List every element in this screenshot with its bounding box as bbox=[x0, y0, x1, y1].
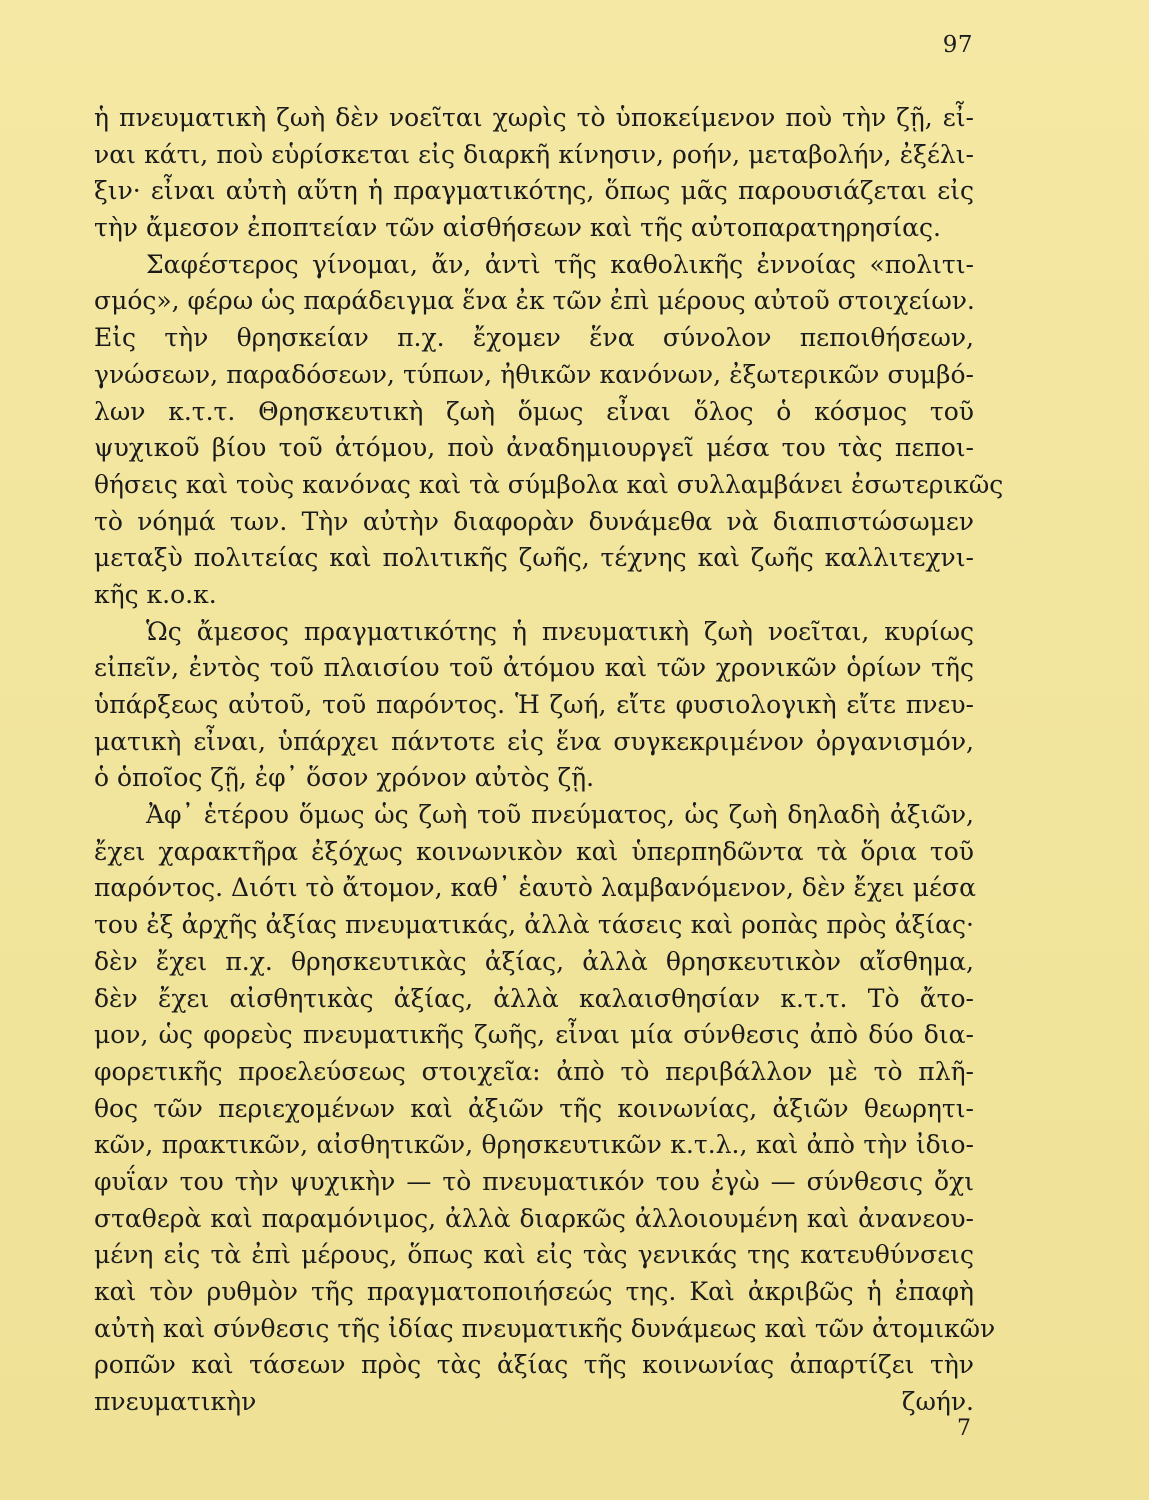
text-line: σμός», φέρω ὡς παράδειγμα ἕνα ἐκ τῶν ἐπὶ μέρους αὐτοῦ στοιχείων. bbox=[94, 286, 975, 316]
text-line: λων κ.τ.τ. Θρησκευτικὴ ζωὴ ὅμως εἶναι ὅλος ὁ κόσμος τοῦ bbox=[94, 396, 974, 426]
text-line: ὁ ὁποῖος ζῇ, ἐφ᾽ ὅσον χρόνον αὐτὸς ζῇ. bbox=[94, 763, 595, 793]
text-line: ὑπάρξεως αὐτοῦ, τοῦ παρόντος. Ἡ ζωή, εἴτε φυσιολογικὴ εἴτε πνευ- bbox=[94, 690, 974, 719]
text-line: ροπῶν καὶ τάσεων πρὸς τὰς ἀξίας τῆς κοινωνίας ἀπαρτίζει τὴν bbox=[94, 1350, 974, 1380]
text-line: τὸ νόημά των. Τὴν αὐτὴν διαφορὰν δυνάμεθα νὰ διαπιστώσωμεν bbox=[94, 506, 974, 536]
text-line: μένη εἰς τὰ ἐπὶ μέρους, ὅπως καὶ εἰς τὰς γενικάς της κατευθύνσεις bbox=[94, 1240, 974, 1270]
body-text bbox=[94, 100, 1004, 1457]
text-line bbox=[94, 1421, 974, 1458]
page-number-bottom: 7 bbox=[957, 1416, 971, 1441]
paragraph-start-line: Ἀφ᾽ ἑτέρου ὅμως ὡς ζωὴ τοῦ πνεύματος, ὡς ζωὴ δηλαδὴ ἀξιῶν, bbox=[146, 800, 974, 830]
text-line: του ἐξ ἀρχῆς ἀξίας πνευματικάς, ἀλλὰ τάσεις καὶ ροπὰς πρὸς ἀξίας· bbox=[94, 910, 974, 940]
text-line: θήσεις καὶ τοὺς κανόνας καὶ τὰ σύμβολα καὶ συλλαμβάνει ἐσωτερικῶς bbox=[94, 469, 1004, 499]
text-line: ψυχικοῦ βίου τοῦ ἀτόμου, ποὺ ἀναδημιουργεῖ μέσα του τὰς πεποι- bbox=[94, 433, 974, 463]
text-line: παρόντος. Διότι τὸ ἄτομον, καθ᾽ ἑαυτὸ λαμβανόμενον, δὲν ἔχει μέσα bbox=[94, 873, 976, 903]
text-line: ἡ πνευματικὴ ζωὴ δὲν νοεῖται χωρὶς τὸ ὑποκείμενον ποὺ τὴν ζῇ, εἶ- bbox=[94, 103, 974, 132]
text-line: γνώσεων, παραδόσεων, τύπων, ἠθικῶν κανόνων, ἐξωτερικῶν συμβό- bbox=[94, 359, 974, 389]
text-line: καὶ τὸν ρυθμὸν τῆς πραγματοποιήσεώς της. Καὶ ἀκριβῶς ἡ ἐπαφὴ bbox=[94, 1277, 974, 1306]
text-line: δὲν ἔχει π.χ. θρησκευτικὰς ἀξίας, ἀλλὰ θρησκευτικὸν αἴσθημα, bbox=[94, 946, 974, 976]
text-line: δὲν ἔχει αἰσθητικὰς ἀξίας, ἀλλὰ καλαισθησίαν κ.τ.τ. Τὸ ἄτο- bbox=[94, 983, 974, 1013]
text-line: σταθερὰ καὶ παραμόνιμος, ἀλλὰ διαρκῶς ἀλλοιουμένη καὶ ἀνανεου- bbox=[94, 1203, 974, 1233]
text-line: ξιν· εἶναι αὐτὴ αὕτη ἡ πραγματικότης, ὅπως μᾶς παρουσιάζεται εἰς bbox=[94, 176, 974, 206]
text-line: φυΐαν του τὴν ψυχικὴν — τὸ πνευματικόν του ἐγὼ — σύνθεσις ὄχι bbox=[94, 1166, 974, 1196]
text-line: θος τῶν περιεχομένων καὶ ἀξιῶν τῆς κοινωνίας, ἀξιῶν θεωρητι- bbox=[94, 1093, 974, 1123]
text-line: ἔχει χαρακτῆρα ἐξόχως κοινωνικὸν καὶ ὑπερπηδῶντα τὰ ὅρια τοῦ bbox=[94, 836, 974, 866]
text-line: ναι κάτι, ποὺ εὑρίσκεται εἰς διαρκῆ κίνησιν, ροήν, μεταβολήν, ἐξέλι- bbox=[94, 139, 974, 169]
text-line: αὐτὴ καὶ σύνθεσις τῆς ἰδίας πνευματικῆς δυνάμεως καὶ τῶν ἀτομικῶν bbox=[94, 1313, 996, 1343]
text-line: ματικὴ εἶναι, ὑπάρχει πάντοτε εἰς ἕνα συγκεκριμένον ὀργανισμόν, bbox=[94, 726, 974, 756]
text-line: κῶν, πρακτικῶν, αἰσθητικῶν, θρησκευτικῶν κ.τ.λ., καὶ ἀπὸ τὴν ἰδιο- bbox=[94, 1130, 974, 1160]
text-line: πνευματικὴν ζωήν. bbox=[94, 1387, 974, 1417]
text-line: μον, ὡς φορεὺς πνευματικῆς ζωῆς, εἶναι μία σύνθεσις ἀπὸ δύο δια- bbox=[94, 1020, 974, 1050]
text-line: τὴν ἄμεσον ἐποπτείαν τῶν αἰσθήσεων καὶ τῆς αὐτοπαρατηρησίας. bbox=[94, 213, 941, 243]
text-line: εἰπεῖν, ἐντὸς τοῦ πλαισίου τοῦ ἀτόμου καὶ τῶν χρονικῶν ὁρίων τῆς bbox=[94, 653, 974, 683]
text-line: μεταξὺ πολιτείας καὶ πολιτικῆς ζωῆς, τέχνης καὶ ζωῆς καλλιτεχνι- bbox=[94, 543, 974, 573]
paragraph-start-line: Ὡς ἄμεσος πραγματικότης ἡ πνευματικὴ ζωὴ νοεῖται, κυρίως bbox=[146, 616, 974, 646]
text-line: φορετικῆς προελεύσεως στοιχεῖα: ἀπὸ τὸ περιβάλλον μὲ τὸ πλῆ- bbox=[94, 1056, 974, 1086]
page-number-top: 97 bbox=[942, 32, 973, 58]
paragraph-start-line: Σαφέστερος γίνομαι, ἄν, ἀντὶ τῆς καθολικῆς ἐννοίας «πολιτι- bbox=[146, 249, 974, 279]
text-line: κῆς κ.ο.κ. bbox=[94, 579, 217, 609]
text-line: Εἰς τὴν θρησκείαν π.χ. ἔχομεν ἕνα σύνολον πεποιθήσεων, bbox=[94, 323, 974, 353]
